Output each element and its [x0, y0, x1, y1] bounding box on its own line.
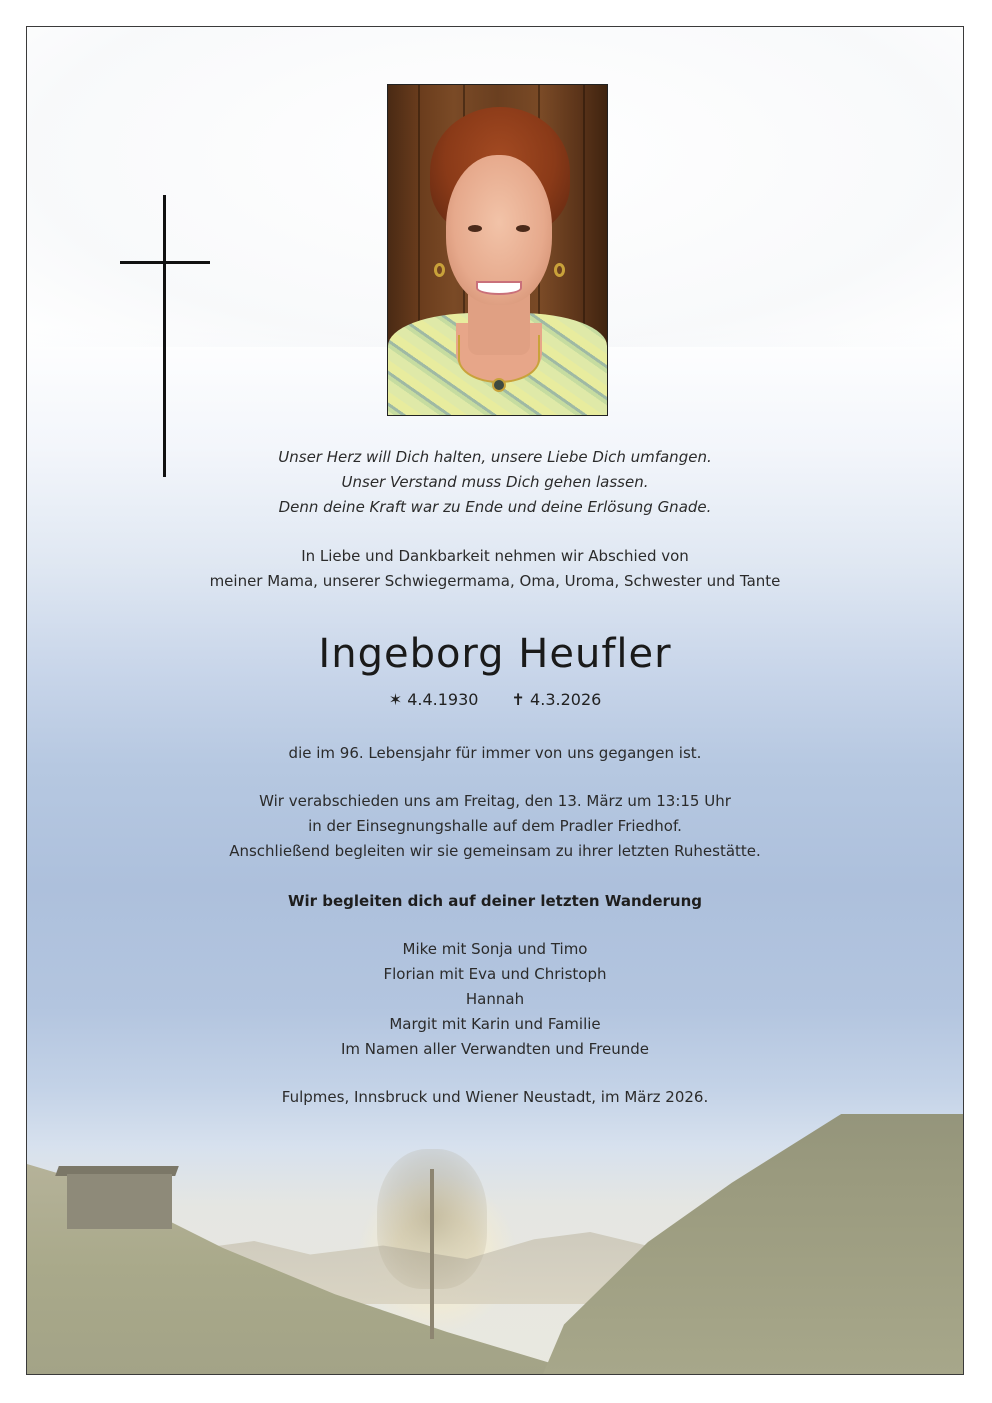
photo-necklace	[458, 335, 540, 383]
mountain-landscape-image	[27, 1114, 963, 1374]
mourner-line: Hannah	[465, 990, 525, 1008]
mourner-line: Im Namen aller Verwandten und Freunde	[340, 1040, 650, 1058]
photo-eye	[468, 225, 482, 232]
motto: Wir begleiten dich auf deiner letzten Wanderung	[287, 892, 703, 910]
cross-horizontal-bar	[120, 261, 210, 264]
farewell-line: Anschließend begleiten wir sie gemeinsam zu ihrer letzten Ruhestätte.	[229, 842, 761, 860]
farewell-line: Wir verabschieden uns am Freitag, den 13. März um 13:15 Uhr	[259, 792, 731, 810]
earring-icon	[554, 263, 565, 277]
birth-star-icon: ✶	[388, 690, 403, 709]
age-line: die im 96. Lebensjahr für immer von uns gegangen ist.	[288, 744, 702, 762]
intro-line: meiner Mama, unserer Schwiegermama, Oma, Uroma, Schwester und Tante	[209, 572, 781, 590]
deceased-name: Ingeborg Heufler	[318, 631, 672, 677]
farewell-details	[27, 789, 963, 864]
alpine-hut	[67, 1174, 172, 1229]
poem-line: Unser Herz will Dich halten, unsere Liebe Dich umfangen.	[278, 448, 712, 466]
farewell-line: in der Einsegnungshalle auf dem Pradler Friedhof.	[308, 817, 682, 835]
birth-date-group	[389, 690, 479, 709]
cross-icon	[120, 195, 210, 477]
birth-date: 4.4.1930	[407, 690, 479, 709]
intro-text	[27, 544, 963, 594]
place-date: Fulpmes, Innsbruck und Wiener Neustadt, im März 2026.	[281, 1088, 709, 1106]
tree-trunk	[430, 1169, 434, 1339]
intro-line: In Liebe und Dankbarkeit nehmen wir Abschied von	[301, 547, 689, 565]
photo-eye	[516, 225, 530, 232]
death-date-group	[512, 690, 602, 709]
poem-line: Unser Verstand muss Dich gehen lassen.	[341, 473, 649, 491]
photo-smile	[476, 281, 522, 295]
mourner-line: Florian mit Eva und Christoph	[383, 965, 607, 983]
poem	[27, 445, 963, 520]
death-date: 4.3.2026	[530, 690, 602, 709]
death-cross-icon: ✝	[511, 690, 525, 709]
cross-vertical-bar	[163, 195, 166, 477]
life-dates	[27, 689, 963, 711]
obituary-card	[26, 26, 964, 1375]
mourner-line: Mike mit Sonja und Timo	[402, 940, 588, 958]
mourner-line: Margit mit Karin und Familie	[389, 1015, 601, 1033]
mourners-list	[27, 937, 963, 1062]
poem-line: Denn deine Kraft war zu Ende und deine Erlösung Gnade.	[278, 498, 712, 516]
photo-pendant	[492, 378, 506, 392]
portrait-photo	[387, 84, 608, 416]
earring-icon	[434, 263, 445, 277]
